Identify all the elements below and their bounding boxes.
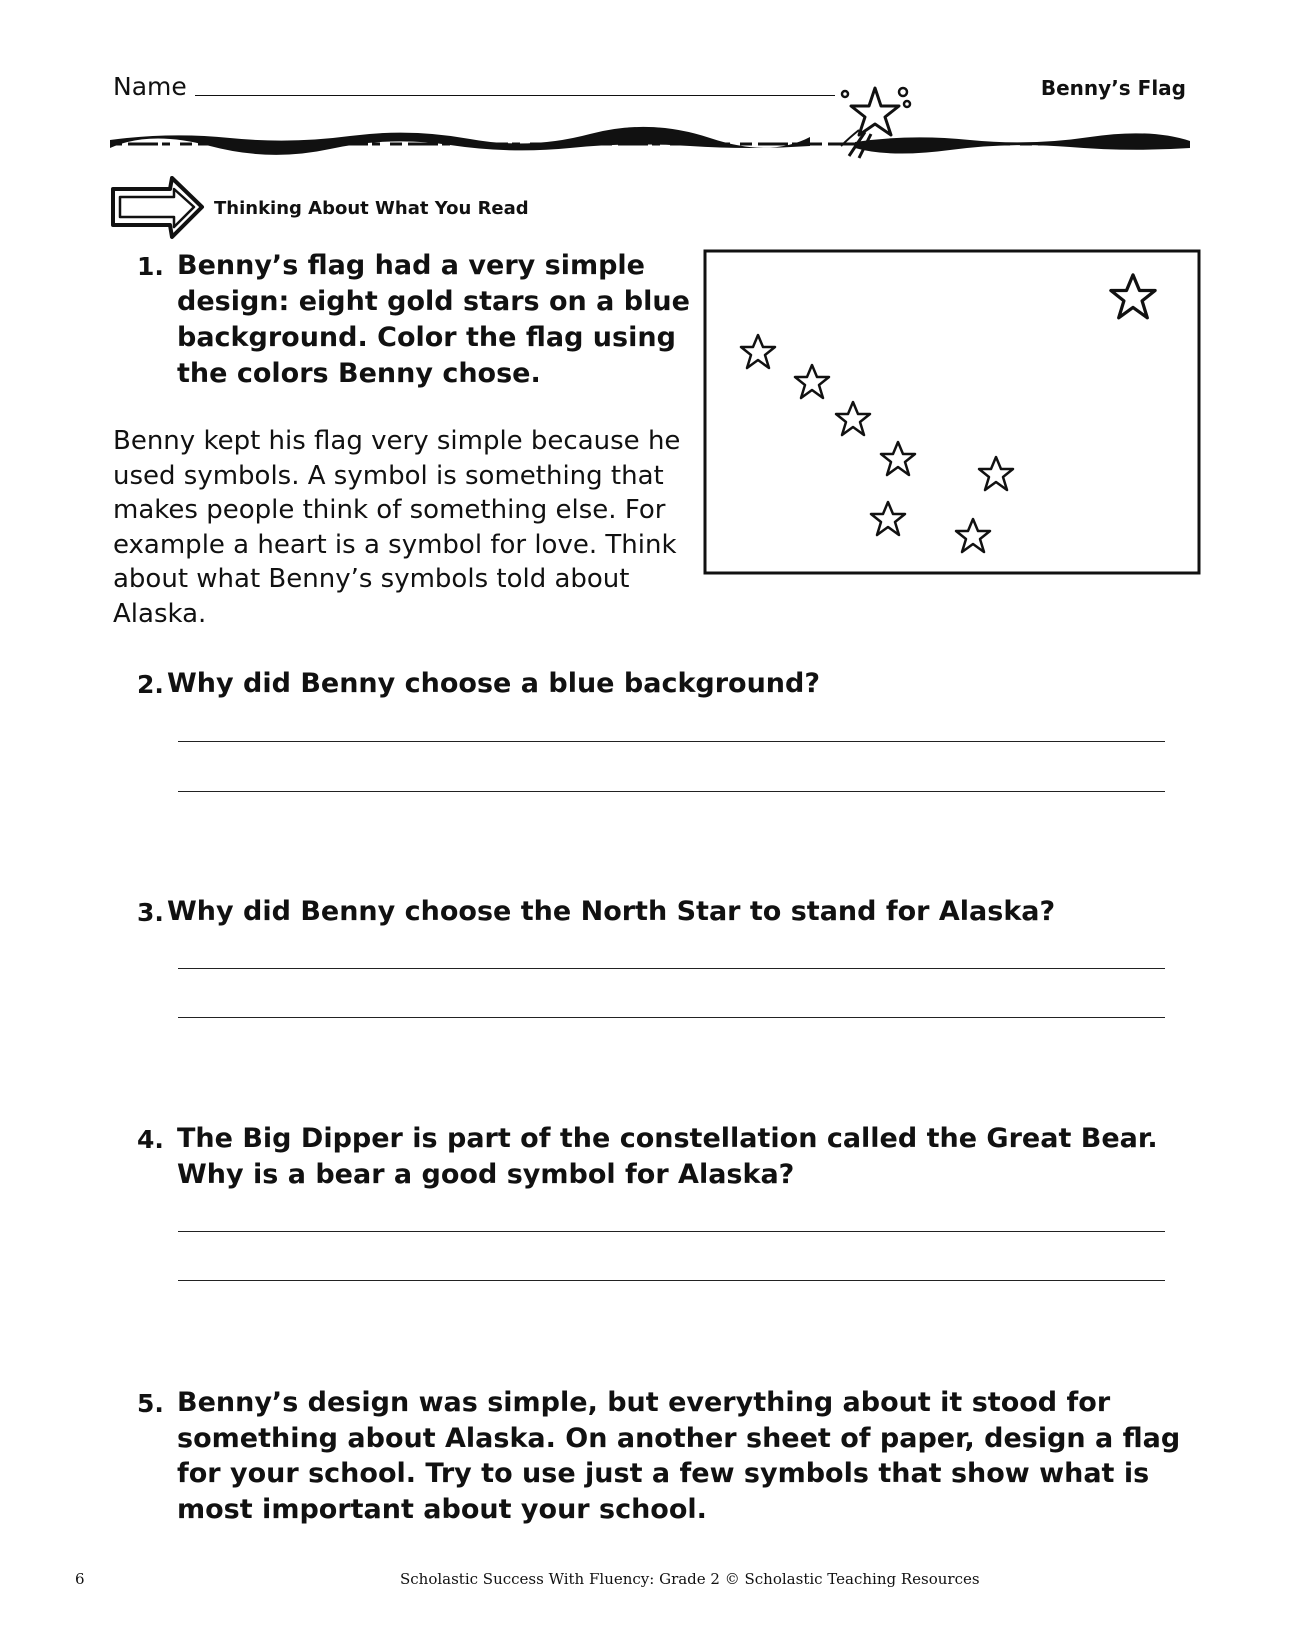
page-number: 6 bbox=[75, 1570, 85, 1588]
name-line[interactable] bbox=[195, 95, 835, 96]
answer-line[interactable] bbox=[178, 741, 1165, 742]
question-3-text: Why did Benny choose the North Star to stand for Alaska? bbox=[167, 896, 1056, 927]
name-label: Name bbox=[113, 72, 187, 101]
question-3-number: 3. bbox=[137, 898, 164, 927]
question-5-text: Benny’s design was simple, but everything about it stood for something about Alaska. On another sheet of paper, design a flag for your school. Try to use just a few symbols that show what is most important about your school. bbox=[177, 1387, 1181, 1525]
instruction-paragraph: Benny kept his flag very simple because he used symbols. A symbol is something that makes people think of something else. For example a heart is a symbol for love. Think about what Benny’s symbols told about Alaska. bbox=[113, 426, 681, 629]
question-4-number: 4. bbox=[137, 1125, 164, 1154]
answer-line[interactable] bbox=[178, 1280, 1165, 1281]
question-1-text: Benny’s flag had a very simple design: eight gold stars on a blue background. Color the flag using the colors Benny chose. bbox=[177, 250, 690, 389]
question-2-text: Why did Benny choose a blue background? bbox=[167, 668, 821, 699]
question-4-text: The Big Dipper is part of the constellation called the Great Bear. Why is a bear a good symbol for Alaska? bbox=[177, 1123, 1158, 1190]
footer-credit: Scholastic Success With Fluency: Grade 2 © Scholastic Teaching Resources bbox=[400, 1570, 980, 1588]
question-2-number: 2. bbox=[137, 670, 164, 699]
question-5-number: 5. bbox=[137, 1389, 164, 1418]
flag-outline[interactable] bbox=[703, 249, 1203, 577]
arrow-icon bbox=[110, 175, 205, 241]
answer-line[interactable] bbox=[178, 1231, 1165, 1232]
answer-line[interactable] bbox=[178, 791, 1165, 792]
answer-line[interactable] bbox=[178, 968, 1165, 969]
answer-line[interactable] bbox=[178, 1017, 1165, 1018]
brush-divider bbox=[110, 122, 1190, 162]
question-1-number: 1. bbox=[137, 252, 164, 281]
page-title: Benny’s Flag bbox=[1040, 76, 1186, 100]
section-heading: Thinking About What You Read bbox=[214, 198, 529, 219]
